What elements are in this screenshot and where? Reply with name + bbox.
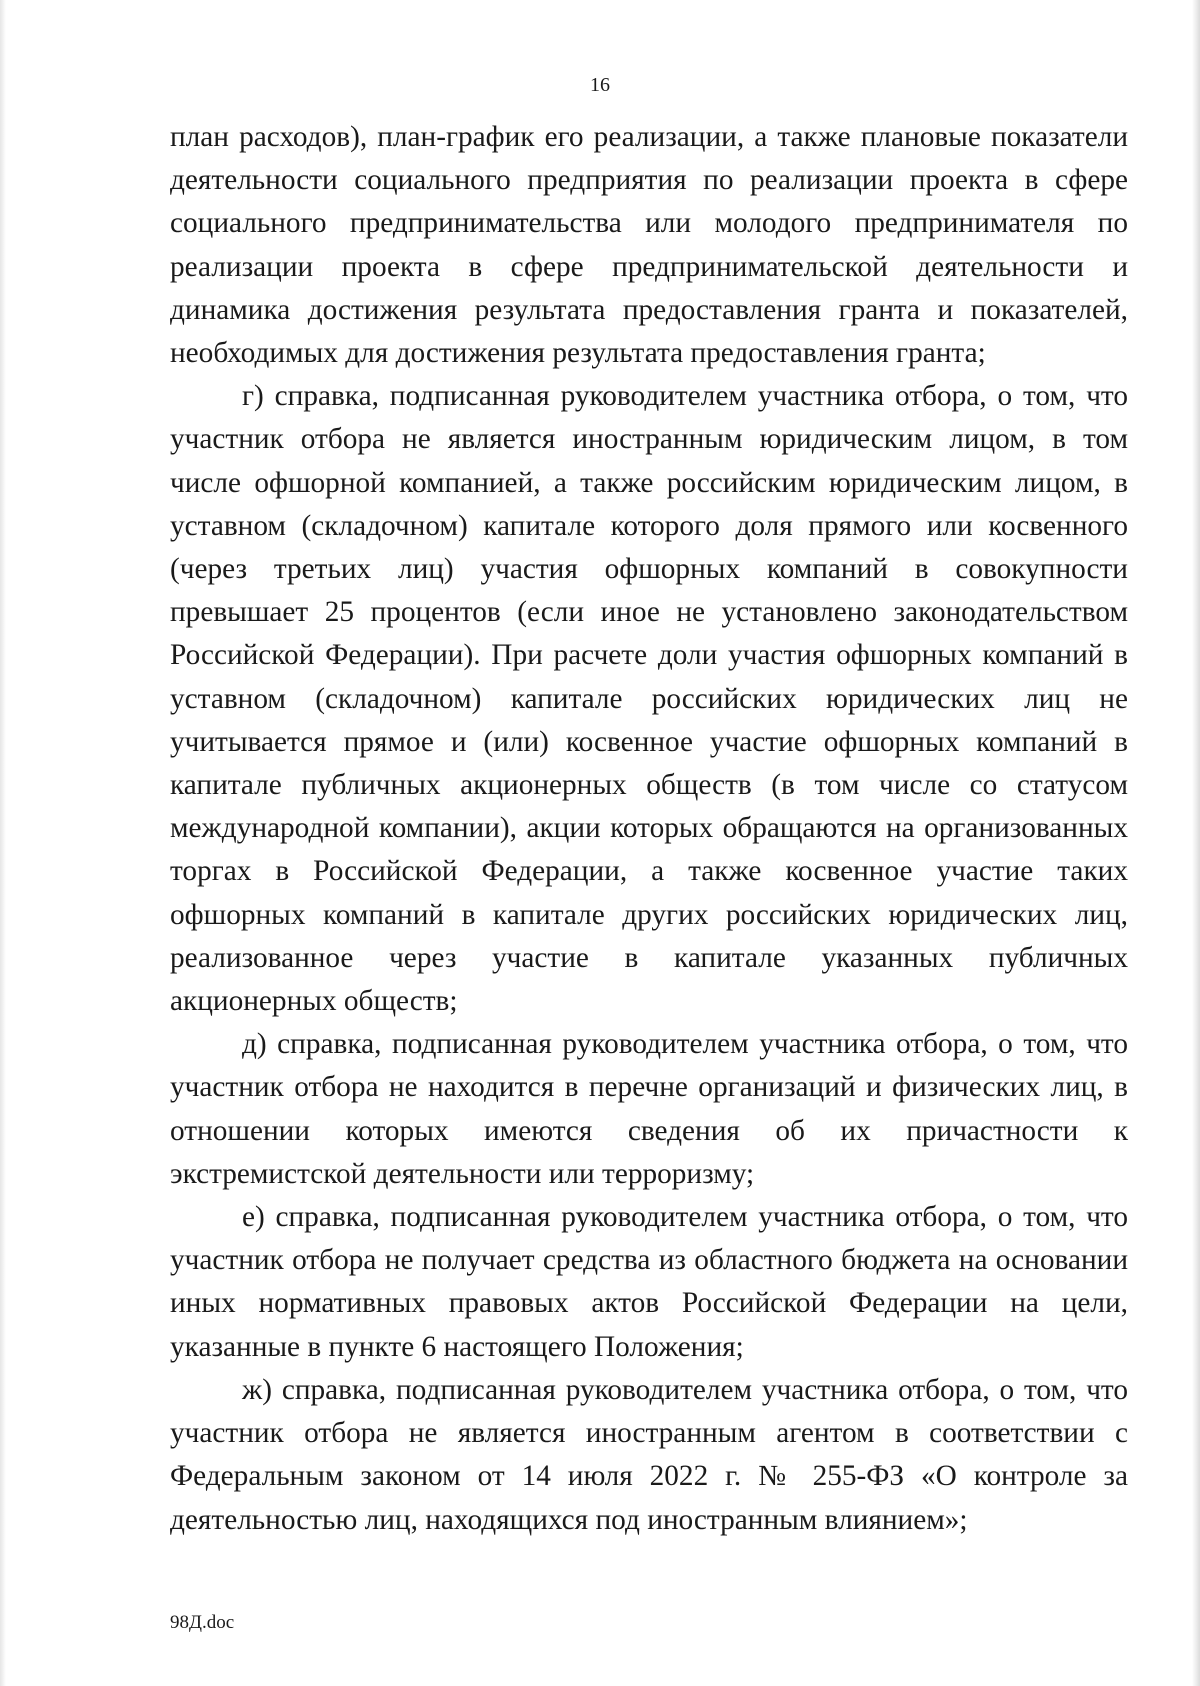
footer-file-name: 98Д.doc: [170, 1612, 235, 1633]
scan-edge-right: [1192, 0, 1200, 1686]
paragraph-item-g: г) справка, подписанная руководителем участника отбора, о том, что участник отбора не является иностранным юридическим лицом, в том числе офшорной компанией, а также российским юридическим лицом, в уставном (складочном) капитале которого доля прямого или косвенного (через третьих лиц) участия офшорных компаний в совокупности превышает 25 процентов (если иное не установлено законодательством Российской Федерации). При расчете доли участия офшорных компаний в уставном (складочном) капитале российских юридических лиц не учитывается прямое и (или) косвенное участие офшорных компаний в капитале публичных акционерных обществ (в том числе со статусом международной компании), акции которых обращаются на организованных торгах в Российской Федерации, а также косвенное участие таких офшорных компаний в капитале других российских юридических лиц, реализованное через участие в капитале указанных публичных акционерных обществ;: [170, 380, 1128, 1018]
paragraph-item-e: е) справка, подписанная руководителем участника отбора, о том, что участник отбора не получает средства из областного бюджета на основании иных нормативных правовых актов Российской Федерации на цели, указанные в пункте 6 настоящего Положения;: [170, 1201, 1128, 1363]
page-number: 16: [590, 74, 610, 96]
paragraph-item-zh: ж) справка, подписанная руководителем участника отбора, о том, что участник отбора не является иностранным агентом в соответствии с Федеральным законом от 14 июля 2022 г. № 255-ФЗ «О контроле за деятельностью лиц, находящихся под иностранным влиянием»;: [170, 1373, 1128, 1536]
scan-edge-left: [0, 0, 6, 1686]
paragraph-continuation: план расходов), план-график его реализации, а также плановые показатели деятельности социального предприятия по реализации проекта в сфере социального предпринимательства или молодого предпринимателя по реализации проекта в сфере предпринимательской деятельности и динамика достижения результата предоставления гранта и показателей, необходимых для достижения результата предоставления гранта;: [170, 121, 1128, 370]
document-body: [170, 116, 1128, 1542]
paragraph-item-d: д) справка, подписанная руководителем участника отбора, о том, что участник отбора не находится в перечне организаций и физических лиц, в отношении которых имеются сведения об их причастности к экстремистской деятельности или терроризму;: [170, 1028, 1128, 1190]
